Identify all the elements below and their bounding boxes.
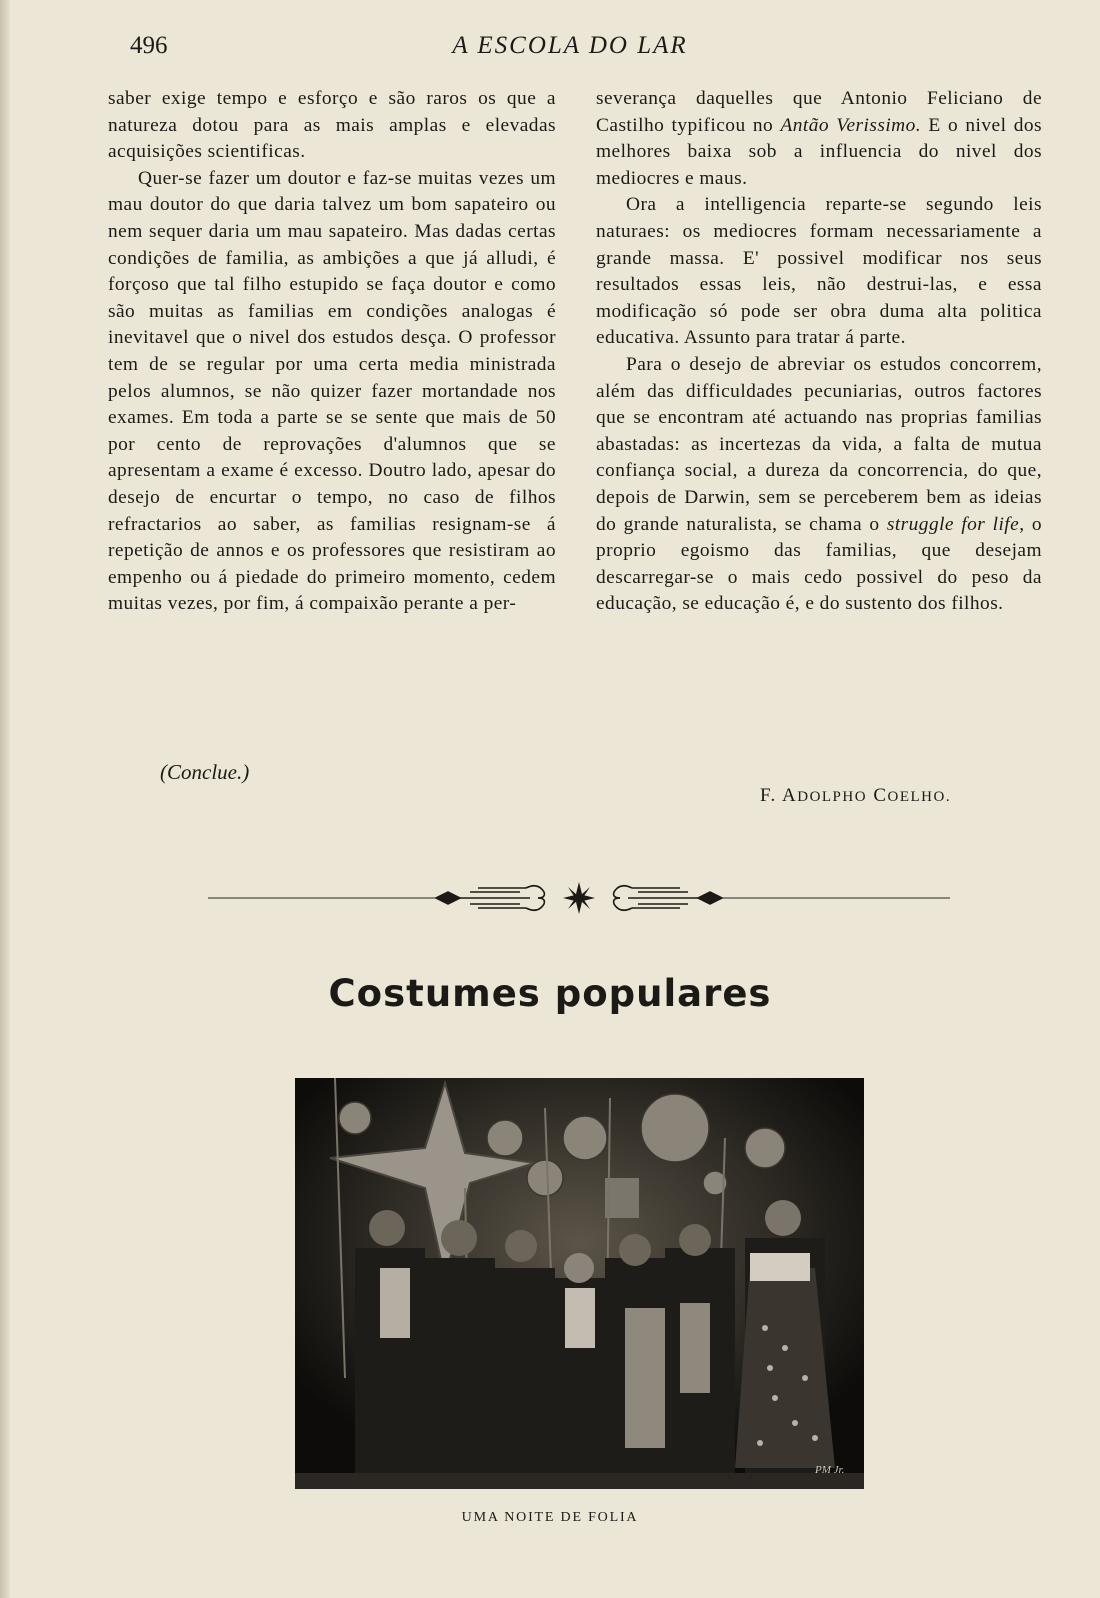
- right-paragraph-2: Ora a intelligencia reparte-se segundo leis naturaes: os mediocres formam necessariamente a grande massa. E' possivel modificar nos seus resultados essas leis, não destrui-las, e essa modificação só pode ser obra duma alta politica educativa. Assunto para tratar á parte.: [596, 194, 1042, 349]
- page-number: 496: [130, 32, 168, 59]
- flourish-left-icon: [436, 886, 544, 911]
- right-paragraph-3: [596, 352, 1042, 618]
- right-p3-italic: struggle for life: [886, 513, 1020, 535]
- right-p3-text-a: Para o desejo de abreviar os estudos concorrem, além das difficuldades pecuniarias, outros factores que se encontram até actuando nas proprias familias abastadas: as incertezas da vida, a falta de mutua confiança social, a dureza da concorrencia, do que, depois de Darwin, sem se perceberem bem as ideias do grande naturalista, se chama o: [596, 353, 1042, 535]
- right-p3-text-b: , o proprio egoismo das familias, que desejam descarregar-se o mais cedo possivel do peso da educação, se educação é, e do sustento dos filhos.: [596, 513, 1042, 615]
- right-p1-text-b: E o nivel dos melhores baixa sob a influencia do nivel dos mediocres e maus.: [596, 114, 1042, 189]
- author-last-cap: C: [873, 785, 888, 806]
- section-title: Costumes populares: [328, 972, 772, 1015]
- right-p1-text-a: severança daquelles que Antonio Feliciano de Castilho typificou no: [596, 88, 1042, 136]
- conclusion-note: (Conclue.): [160, 760, 250, 784]
- right-column: [596, 86, 1042, 618]
- left-column: [108, 86, 556, 618]
- photograph: [295, 1078, 864, 1489]
- author-initial: F.: [760, 785, 777, 806]
- author-first-rest: DOLPHO: [797, 789, 868, 805]
- center-flower-icon: [563, 882, 595, 914]
- flourish-right-icon: [614, 886, 722, 911]
- ornamental-divider: [208, 878, 950, 918]
- left-paragraph-1: saber exige tempo e esforço e são raros os que a natureza dotou para as mais amplas e elevadas acquisições scientificas.: [108, 88, 556, 163]
- right-p1-italic: Antão Verissimo.: [780, 114, 922, 136]
- page-header: [0, 30, 1100, 64]
- author-signature: [760, 785, 951, 807]
- author-last-rest: OELHO.: [887, 789, 952, 805]
- photo-illustration: [295, 1078, 864, 1489]
- left-paragraph-2: Quer-se fazer um doutor e faz-se muitas vezes um mau doutor do que daria talvez um bom sapateiro ou nem sequer daria um mau sapateiro. Mas dadas certas condições de familia, as ambições a que já alludi, é forçoso que tal filho estupido se faça doutor e como são muitas as familias em condições analogas é inevitavel que o nivel dos estudos desça. O professor tem de se regular por uma certa media ministrada pelos alumnos, se não quizer fazer mortandade nos exames. Em toda a parte se se sente que mais de 50 por cento de reprovações d'alumnos que se apresentam a exame é excesso. Doutro lado, apesar do desejo de encurtar o tempo, no caso de filhos refractarios ao saber, as familias resignam-se á repetição de annos e os professores que resistiram ao empenho ou á piedade do primeiro momento, cedem muitas vezes, por fim, á compaixão perante a per-: [108, 167, 556, 615]
- photographer-signature: PM Jr.: [815, 1464, 845, 1476]
- running-title: A ESCOLA DO LAR: [452, 32, 688, 59]
- right-paragraph-1: [596, 86, 1042, 192]
- page-edge: [0, 0, 10, 1598]
- author-first-cap: A: [782, 785, 798, 806]
- photo-caption: UMA NOITE DE FOLIA: [461, 1510, 639, 1525]
